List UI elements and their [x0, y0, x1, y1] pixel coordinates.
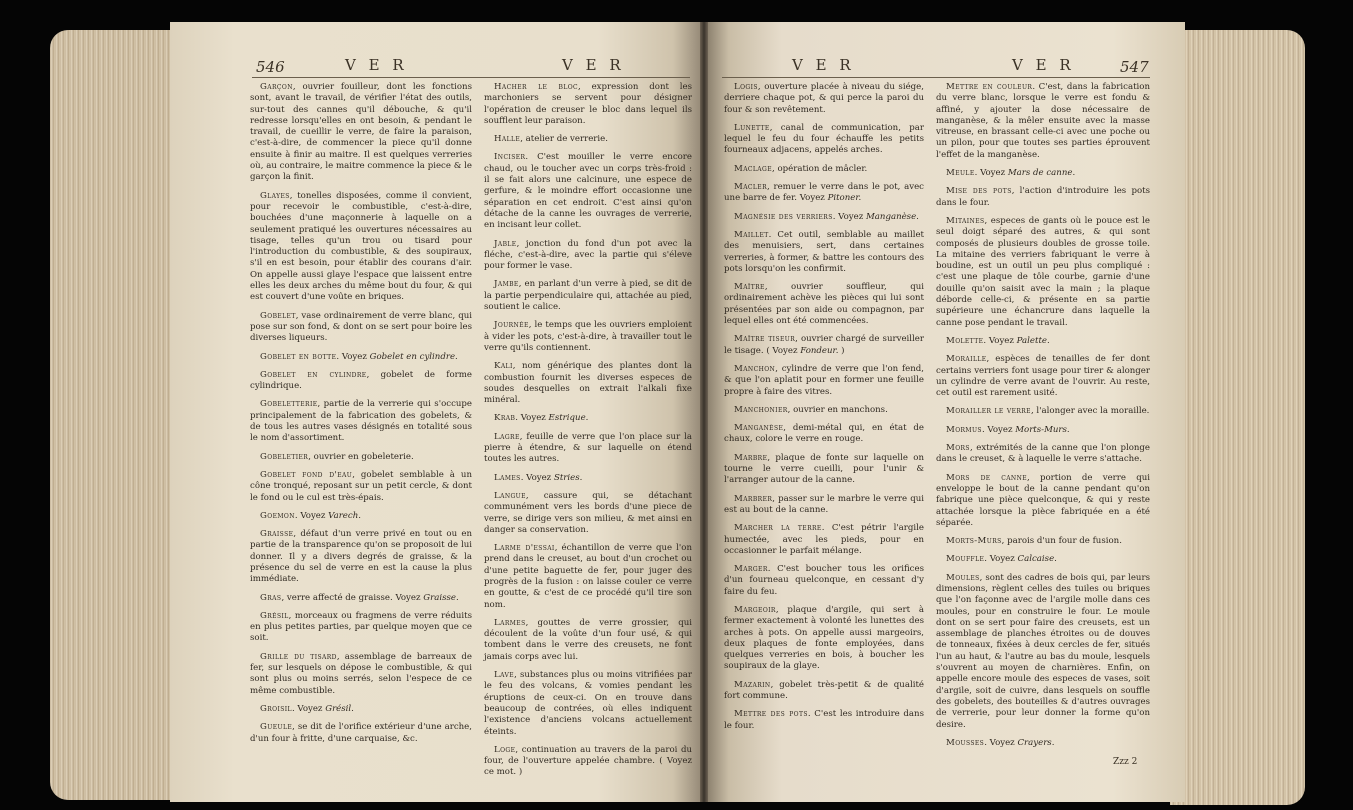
entry-headword: Jable	[494, 238, 517, 249]
entry-headword: Maillet	[734, 229, 769, 240]
entry-cross-reference: Varech.	[328, 510, 361, 521]
entry-headword: Mettre des pots	[734, 709, 808, 720]
entry-cross-reference: Pitoner.	[827, 193, 862, 204]
left-page-stack	[50, 30, 180, 800]
dictionary-entry	[484, 432, 692, 466]
dictionary-entry	[250, 593, 472, 604]
dictionary-entry	[250, 370, 472, 393]
dictionary-entry	[724, 230, 924, 275]
entry-headword: Krab	[494, 413, 516, 424]
dictionary-entry	[484, 82, 692, 127]
entry-headword: Goemon	[260, 510, 295, 521]
entry-text: , passer sur le marbre le verre qui est au bout de la canne.	[724, 493, 924, 515]
entry-text: . Voyez	[294, 510, 329, 521]
entry-cross-reference: Calcaise.	[1017, 554, 1057, 565]
entry-cross-reference: Morts-Murs.	[1015, 424, 1070, 435]
dictionary-entry	[250, 511, 472, 522]
entry-text: , plaque d'argile, qui sert à fermer exactement à volonté les lunettes des arches à pots. On appelle aussi margeoirs, deux plaques de fonte employées, dans quelques verreries en bois, à boucher les soupiraux de la glaye.	[724, 604, 924, 672]
entry-text: , gobelet semblable à un cône tronqué, reposant sur un petit cercle, & dont le fond ou le cul est très-épais.	[250, 469, 472, 503]
entry-text: , se dit de l'orifice extérieur d'une arche, d'un four à fritte, d'une carquaise, &c.	[250, 722, 472, 744]
entry-headword: Journée	[494, 320, 529, 331]
left-head-rule	[252, 77, 690, 78]
dictionary-entry	[484, 134, 692, 145]
entry-headword: Logis	[734, 82, 758, 92]
entry-headword: Gras	[260, 592, 282, 603]
entry-cross-reference: Palette.	[1016, 335, 1050, 346]
entry-text: , ouvrier chargé de surveiller le tisage. ( Voyez	[724, 334, 924, 356]
left-col1-running-head: V E R	[345, 56, 408, 74]
left-page-number: 546	[256, 58, 285, 76]
dictionary-entry	[724, 212, 924, 223]
entry-text: . Voyez	[291, 703, 326, 714]
dictionary-entry	[250, 311, 472, 345]
entry-text: . C'est pétrir l'argile humectée, avec les pieds, pour en occasionner le parfait mélange.	[724, 523, 924, 556]
entry-headword: Mormus	[946, 424, 982, 435]
dictionary-entry	[484, 152, 692, 231]
entry-text: . Voyez	[520, 472, 554, 483]
entry-text: , ouvrier en gobeleterie.	[308, 451, 414, 462]
entry-headword: Morailler le verre	[946, 406, 1031, 417]
entry-text: , ouvrier fouilleur, dont les fonctions sont, avant le travail, de vérifier l'état des outils, sur-tout des cannes qu'il débouche, & qu'il redresse lorsqu'elles en ont besoin, & pendant le travail, de cueillir le verre, de faire la paraison, c'est-à-dire, de commencer la piece qu'il donne ensuite à finir au maitre. Il est quelques verreries où, au contraire, le maitre commence la piece & le garçon la finit.	[250, 82, 472, 183]
entry-headword: Maître tiseur	[734, 334, 796, 345]
entry-text: , assemblage de barreaux de fer, sur lesquels on dépose le combustible, & qui sont plus ou moins serrés, selon l'espece de ce même combustible.	[250, 651, 473, 696]
entry-headword: Halle	[494, 134, 521, 145]
entry-text: , gobelet très-petit & de qualité fort commune.	[724, 679, 924, 702]
right-col1-running-head: V E R	[792, 56, 855, 74]
dictionary-entry	[724, 334, 924, 357]
dictionary-entry	[936, 82, 1150, 161]
entry-headword: Inciser	[494, 152, 526, 163]
entry-text: , feuille de verre que l'on place sur la pierre à étendre, & sur laquelle on étend toutes les autres.	[484, 431, 692, 465]
book-gutter	[700, 22, 708, 802]
dictionary-entry	[724, 123, 924, 157]
dictionary-entry	[936, 186, 1150, 209]
dictionary-entry	[484, 473, 692, 484]
entry-headword: Marbrer	[734, 493, 773, 504]
entry-headword: Langue	[494, 490, 526, 501]
dictionary-entry	[484, 320, 692, 354]
dictionary-entry	[250, 611, 472, 645]
entry-text: . Voyez	[832, 211, 866, 222]
entry-headword: Lagre	[494, 431, 520, 442]
dictionary-entry	[250, 399, 472, 444]
entry-headword: Manganèse	[734, 423, 784, 434]
left-col2-running-head: V E R	[562, 56, 625, 74]
entry-text: , gobelet de forme cylindrique.	[250, 369, 472, 392]
entry-text: , ouvrier souffleur, qui ordinairement achève les pièces qui lui sont présentées par son aide ou compagnon, par lequel elles ont été commencées.	[724, 282, 924, 327]
dictionary-entry	[724, 423, 924, 446]
dictionary-entry	[936, 554, 1150, 565]
entry-text: . Voyez	[336, 351, 370, 362]
dictionary-entry	[484, 618, 692, 663]
entry-text: , l'action d'introduire les pots dans le four.	[936, 186, 1150, 208]
dictionary-entry	[724, 494, 924, 517]
entry-text: , en parlant d'un verre à pied, se dit de la partie perpendiculaire qui, attachée au pied, soutient le calice.	[484, 279, 692, 313]
left-column-2	[484, 82, 692, 786]
right-col2-running-head: V E R	[1012, 56, 1075, 74]
dictionary-entry	[250, 191, 472, 304]
entry-headword: Mettre en couleur	[946, 82, 1033, 92]
entry-headword: Marger	[734, 564, 768, 575]
dictionary-entry	[250, 470, 472, 504]
entry-text: , espèces de tenailles de fer dont certains verriers font usage pour tirer & alonger un cylindre de verre avant de l'ouvrir. Au reste, cet outil est rarement usité.	[936, 354, 1150, 399]
entry-text: , canal de communication, par lequel le feu du four échauffe les petits fourneaux adjacens, appelés arches.	[724, 122, 924, 156]
entry-headword: Lave	[494, 670, 515, 681]
dictionary-entry	[936, 168, 1150, 179]
entry-headword: Gobelet en botte	[260, 351, 337, 362]
entry-headword: Moraille	[946, 354, 987, 365]
entry-headword: Molette	[946, 335, 984, 346]
entry-text: , cylindre de verre que l'on fend, & que l'on aplatit pour en former une feuille propre à faire des vitres.	[724, 363, 924, 397]
entry-text: , l'alonger avec la moraille.	[1030, 406, 1150, 417]
entry-text: , partie de la verrerie qui s'occupe principalement de la fabrication des gobelets, & de tous les autres vases désignés en totalité sous le nom d'assortiment.	[250, 399, 472, 444]
left-column-1	[250, 82, 472, 752]
entry-headword: Mors de canne	[946, 472, 1028, 483]
dictionary-entry	[484, 491, 692, 536]
entry-headword: Gobelet	[260, 310, 296, 321]
entry-text: , défaut d'un verre privé en tout ou en partie de la transparence qu'on se proposoit de lui donner. Il y a divers degrés de graisse, & la présence du sel de verre en est la cause la plus immédiate.	[250, 529, 472, 585]
dictionary-entry	[724, 164, 924, 175]
entry-headword: Jambe	[494, 279, 519, 290]
dictionary-entry	[250, 704, 472, 715]
entry-text: , vase ordinairement de verre blanc, qui pose sur son fond, & dont on se sert pour boire les diverses liqueurs.	[250, 310, 472, 344]
dictionary-entry	[936, 473, 1150, 529]
entry-headword: Gobeletterie	[260, 399, 318, 410]
entry-text: . Voyez	[984, 737, 1018, 748]
entry-headword: Manchonier	[734, 404, 788, 415]
right-page-number: 547	[1120, 58, 1149, 76]
dictionary-entry	[724, 564, 924, 598]
entry-text: , demi-métal qui, en état de chaux, colore le verre en rouge.	[724, 423, 924, 445]
right-column-2	[936, 82, 1150, 756]
entry-headword: Gobelet fond d'eau	[260, 469, 353, 480]
entry-headword: Lunette	[734, 122, 770, 133]
entry-tail: )	[838, 345, 845, 356]
dictionary-entry	[936, 443, 1150, 466]
entry-text: , jonction du fond d'un pot avec la fléche, c'est-à-dire, avec la partie qui s'éleve pour former le vase.	[484, 238, 692, 272]
entry-text: . Voyez	[983, 335, 1017, 346]
entry-headword: Maclage	[734, 163, 773, 174]
entry-text: , extrémités de la canne que l'on plonge dans le creuset, & à laquelle le verre s'attache.	[936, 443, 1150, 465]
entry-headword: Mouffle	[946, 554, 985, 565]
entry-cross-reference: Estrique.	[548, 413, 589, 424]
entry-text: , remuer le verre dans le pot, avec une barre de fer. Voyez	[724, 182, 924, 204]
entry-headword: Grille du tisard	[260, 651, 337, 662]
entry-headword: Manchon	[734, 363, 776, 374]
entry-headword: Kali	[494, 361, 513, 372]
entry-headword: Mitaines	[946, 215, 985, 226]
entry-text: . C'est les introduire dans le four.	[724, 709, 925, 731]
dictionary-entry	[724, 405, 924, 416]
entry-text: , expression dont les marchoniers se servent pour désigner l'opération de creuser le bloc dans lequel ils soufflent leur paraison.	[484, 82, 692, 126]
entry-headword: Larme d'essai	[494, 543, 555, 554]
entry-cross-reference: Fondeur.	[800, 345, 839, 356]
signature-mark: Zzz 2	[1113, 757, 1138, 767]
entry-headword: Grésil	[260, 610, 289, 621]
dictionary-entry	[936, 425, 1150, 436]
dictionary-entry	[936, 216, 1150, 329]
entry-headword: Garçon	[260, 82, 293, 92]
dictionary-entry	[936, 573, 1150, 731]
entry-text: . Voyez	[515, 413, 549, 424]
right-head-rule	[722, 77, 1150, 78]
dictionary-entry	[484, 413, 692, 424]
entry-text: , sont des cadres de bois qui, par leurs dimensions, règlent celles des tuiles ou briques que l'on façonne avec de l'argile molle dans ces moules, pour en construire le four. Le moule dont on se sert pour faire des creusets, est un assemblage de planches étroites ou de douves de tonneaux, fixées à deux cercles de fer, situés l'un au haut, & l'autre au bas du moule, lesquels s'ouvrent au moyen de charnières. Enfin, on appelle encore moule des especes de vases, soit d'argile, soit de cuivre, dans lesquels on souffle des gobelets, des bouteilles & d'autres ouvrages de verrerie, pour leur donner la forme qu'on desire.	[936, 572, 1150, 730]
entry-cross-reference: Stries.	[553, 472, 583, 483]
entry-text: . C'est, dans la fabrication du verre blanc, lorsque le verre est fondu & affiné, y ajouter la dose nécessaire de manganèse, & la mêler ensuite avec la masse vitreuse, en brassant celle-ci avec une poche ou un pilon, pour que toutes ses parties éprouvent l'effet de la manganèse.	[936, 82, 1151, 160]
dictionary-entry	[484, 239, 692, 273]
entry-headword: Lames	[494, 472, 521, 483]
dictionary-entry	[484, 543, 692, 611]
entry-text: . C'est boucher tous les orifices d'un fourneau quelconque, en cessant d'y faire du feu.	[724, 564, 924, 597]
entry-cross-reference: Crayers.	[1017, 737, 1055, 748]
dictionary-entry	[250, 529, 472, 585]
dictionary-entry	[250, 722, 472, 745]
entry-text: , verre affecté de graisse. Voyez	[281, 592, 424, 603]
entry-headword: Graisse	[260, 529, 294, 540]
dictionary-entry	[724, 605, 924, 673]
entry-headword: Margeoir	[734, 604, 776, 615]
entry-text: . Voyez	[974, 168, 1008, 179]
entry-headword: Loge	[494, 744, 516, 755]
dictionary-entry	[936, 406, 1150, 417]
entry-headword: Macler	[734, 182, 768, 193]
dictionary-entry	[250, 82, 472, 184]
dictionary-entry	[936, 354, 1150, 399]
dictionary-entry	[724, 82, 924, 116]
dictionary-entry	[724, 709, 924, 732]
entry-cross-reference: Grésil.	[325, 703, 354, 714]
dictionary-entry	[724, 680, 924, 703]
entry-text: , morceaux ou fragmens de verre réduits en plus petites parties, par quelque moyen que ce soit.	[250, 610, 472, 644]
entry-headword: Mousses	[946, 737, 985, 748]
dictionary-entry	[724, 182, 924, 205]
entry-text: . C'est mouiller le verre encore chaud, ou le toucher avec un corps très-froid : il se fait alors une calcinure, une espece de gerfure, & le moindre effort occasionne une séparation en cet endroit. C'est ainsi qu'on détache de la canne les ouvrages de verrerie, en incisant leur collet.	[484, 152, 692, 231]
entry-headword: Marbre	[734, 452, 768, 463]
entry-text: , le temps que les ouvriers emploient à vider les pots, c'est-à-dire, à travailler tout le verre qu'ils contiennent.	[484, 320, 692, 353]
entry-headword: Glayes	[260, 190, 290, 201]
entry-cross-reference: Mars de canne.	[1007, 168, 1076, 179]
dictionary-entry	[724, 364, 924, 398]
entry-headword: Gobelet en cylindre	[260, 369, 367, 380]
entry-headword: Gueule	[260, 722, 293, 733]
entry-headword: Morts-Murs	[946, 536, 1002, 547]
entry-headword: Marcher la terre	[734, 523, 822, 534]
entry-text: , tonelles disposées, comme il convient, pour recevoir le combustible, c'est-à-dire, bouchées d'une maçonnerie à laquelle on a seulement pratiqué les ouvertures nécessaires au tisage, telles qu'un trou ou tisard pour l'introduction du combustible, & des soupiraux, s'il en est besoin, pour établir des courans d'air. On appelle aussi glaye l'espace que laissent entre elles les deux arches du même bout du four, & qui est couvert d'une voûte en briques.	[250, 190, 472, 303]
entry-headword: Magnésie des verriers	[734, 211, 833, 222]
entry-headword: Meule	[946, 168, 975, 179]
entry-text: , échantillon de verre que l'on prend dans le creuset, au bout d'un crochet ou d'une petite baguette de fer, pour juger des progrès de la fusion : on laisse couler ce verre en goutte, & c'est de ce procédé qu'il tire son nom.	[484, 543, 692, 610]
dictionary-entry	[484, 670, 692, 738]
entry-headword: Groisil	[260, 703, 292, 714]
entry-text: , gouttes de verre grossier, qui découlent de la voûte d'un four usé, & qui tombent dans le verre des creusets, ne font jamais corps avec lui.	[484, 617, 692, 662]
entry-text: , especes de gants où le pouce est le seul doigt séparé des autres, & qui sont composés de plusieurs doubles de grosse toile. La mitaine des verriers fabriquant le verre à boudine, est un outil un peu plus compliqué : c'est une plaque de tôle courbe, garnie d'une douille qu'on saisit avec la main ; la plaque déborde celle-ci, & présente en sa partie supérieure une échancrure dans laquelle la canne pose pendant le travail.	[936, 215, 1150, 328]
entry-text: . Voyez	[981, 424, 1016, 435]
entry-headword: Mazarin	[734, 679, 771, 690]
right-column-1	[724, 82, 924, 739]
entry-cross-reference: Graisse.	[423, 592, 459, 603]
dictionary-entry	[936, 738, 1150, 749]
entry-text: , continuation au travers de la paroi du four, de l'ouverture appelée chambre. ( Voyez ce mot. )	[484, 744, 692, 778]
entry-cross-reference: Manganèse.	[865, 211, 919, 222]
entry-cross-reference: Gobelet en cylindre.	[369, 351, 458, 362]
dictionary-entry	[724, 453, 924, 487]
dictionary-entry	[250, 352, 472, 363]
entry-text: , parois d'un four de fusion.	[1001, 536, 1122, 547]
dictionary-entry	[936, 336, 1150, 347]
dictionary-entry	[250, 652, 472, 697]
dictionary-entry	[484, 361, 692, 406]
entry-text: . Voyez	[984, 554, 1018, 565]
entry-text: , ouverture placée à niveau du siége, derriere chaque pot, & qui perce la paroi du four & son revêtement.	[724, 82, 924, 115]
entry-text: , opération de mâcler.	[772, 163, 868, 174]
dictionary-entry	[484, 279, 692, 313]
right-page-stack	[1170, 30, 1305, 805]
entry-text: , plaque de fonte sur laquelle on tourne le verre cueilli, pour l'unir & l'arranger autour de la canne.	[724, 452, 924, 486]
entry-text: , portion de verre qui enveloppe le bout de la canne pendant qu'on fabrique une pièce quelconque, & qui y reste attachée lorsque la pièce fabriquée en a été séparée.	[936, 472, 1150, 528]
entry-text: . Cet outil, semblable au maillet des menuisiers, sert, dans certaines verreries, à former, & battre les contours des pots lorsqu'on les confirmit.	[724, 229, 924, 274]
dictionary-entry	[724, 523, 924, 557]
entry-text: , nom générique des plantes dont la combustion fournit les diverses especes de soudes desquelles on extrait l'alkali fixe minéral.	[484, 361, 692, 406]
dictionary-entry	[936, 536, 1150, 547]
dictionary-entry	[250, 452, 472, 463]
entry-headword: Mise des pots	[946, 186, 1012, 197]
entry-headword: Hacher le bloc	[494, 82, 579, 92]
entry-text: , ouvrier en manchons.	[787, 404, 888, 415]
entry-text: , cassure qui, se détachant communément vers les bords d'une piece de verre, se dirige vers son milieu, & met ainsi en danger sa conservation.	[484, 490, 692, 535]
entry-headword: Gobeletier	[260, 451, 309, 462]
entry-text: , atelier de verrerie.	[520, 134, 608, 145]
entry-headword: Larmes	[494, 617, 526, 628]
entry-headword: Moules	[946, 572, 980, 583]
dictionary-entry	[484, 745, 692, 779]
entry-text: , substances plus ou moins vitrifiées par le feu des volcans, & vomies pendant les éruptions de ceux-ci. On en trouve dans beaucoup de contrées, où elles indiquent l'existence d'anciens volcans actuellement éteints.	[484, 670, 692, 737]
entry-headword: Mors	[946, 443, 970, 454]
entry-headword: Maître	[734, 282, 765, 293]
dictionary-entry	[724, 282, 924, 327]
